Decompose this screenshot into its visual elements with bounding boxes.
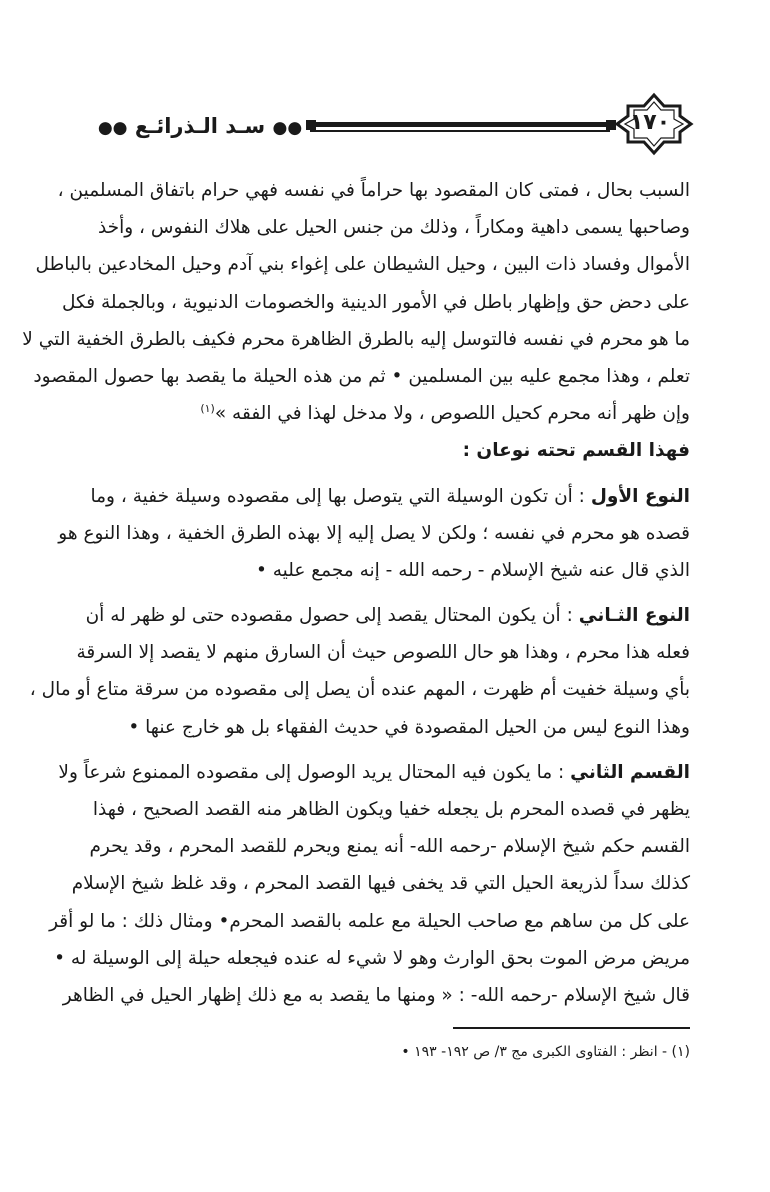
- text-line: وهذا النوع ليس من الحيل المقصودة في حديث الفقهاء بل هو خارج عنها •: [128, 716, 690, 738]
- text-line: ما هو محرم في نفسه فالتوسل إليه بالطرق الظاهرة محرم فكيف بالطرق الخفية التي لا: [22, 328, 690, 350]
- running-title-text: سـد الـذرائـع: [134, 114, 266, 138]
- text-line: على كل من ساهم مع صاحب الحيلة مع علمه بالقصد المحرم• ومثال ذلك : ما لو أقر: [49, 910, 690, 932]
- paragraph-type-two: [29, 597, 690, 746]
- section-heading: فهذا القسم تحته نوعان :: [462, 440, 690, 462]
- text-line: الذي قال عنه شيخ الإسلام - رحمه الله - إنه مجمع عليه •: [255, 559, 690, 581]
- page-number: ١٧٠: [629, 110, 671, 135]
- title-dots-left: ●●: [97, 118, 128, 138]
- footnote: (١) - انظر : الفتاوى الكبرى مج ٣/ ص ١٩٢- ١٩٣ •: [401, 1044, 690, 1060]
- footnote-reference[interactable]: (١): [200, 401, 215, 415]
- title-dots-right: ●●: [272, 118, 303, 138]
- text-line: على دحض حق وإظهار باطل في الأمور الدينية والخصومات الدنيوية ، وبالجملة فكل: [62, 291, 690, 313]
- term-label: النوع الأول: [590, 485, 690, 507]
- body-text: [22, 172, 690, 1014]
- text-line: وصاحبها يسمى داهية ومكاراً ، وذلك من جنس الحيل على هلاك النفوس ، وأخذ: [97, 217, 690, 239]
- header-rule-thin: [310, 130, 610, 132]
- text-line-content: : أن يكون المحتال يقصد إلى حصول مقصوده حتى لو ظهر له أن: [85, 605, 573, 627]
- text-line: مريض مرض الموت بحق الوارث وهو لا شيء له عنده فيجعله حيلة إلى الوسيلة له •: [54, 947, 690, 969]
- paragraph-type-one: [58, 478, 690, 590]
- text-line-content: وإن ظهر أنه محرم كحيل اللصوص ، ولا مدخل لهذا في الفقه »: [214, 403, 690, 425]
- text-line: قصده هو محرم في نفسه ؛ ولكن لا يصل إليه إلا بهذه الطرق الخفية ، وهذا النوع هو: [58, 522, 690, 544]
- text-line: يظهر في قصده المحرم بل يجعله خفيا ويكون الظاهر منه القصد الصحيح ، فهذا: [92, 799, 690, 820]
- text-line: القسم حكم شيخ الإسلام -رحمه الله- أنه يمنع ويحرم للقصد المحرم ، وقد يحرم: [89, 836, 690, 858]
- term-label: النوع الثـاني: [578, 605, 690, 627]
- text-line: [98, 395, 690, 432]
- text-line: قال شيخ الإسلام -رحمه الله- : « ومنها ما يقصد به مع ذلك إظهار الحيل في الظاهر: [62, 984, 690, 1006]
- rule-square-left: [306, 120, 316, 130]
- page-header: [95, 92, 690, 162]
- text-line: بأي وسيلة خفيت أم ظهرت ، المهم عنده أن يصل إلى مقصوده من سرقة متاع أو مال ،: [29, 679, 690, 701]
- text-line-content: : ما يكون فيه المحتال يريد الوصول إلى مقصوده الممنوع شرعاً ولا: [58, 761, 565, 783]
- text-line: [90, 478, 690, 515]
- running-title: [95, 109, 305, 143]
- text-line: السبب بحال ، فمتى كان المقصود بها حراماً في نفسه فهي حرام باتفاق المسلمين ،: [57, 180, 690, 201]
- text-line: [58, 754, 690, 791]
- header-rule-thick: [310, 122, 610, 127]
- paragraph-second-section: [49, 754, 690, 1014]
- text-line: كذلك سداً لذريعة الحيل التي قد يخفى فيها القصد المحرم ، وقد غلظ شيخ الإسلام: [71, 873, 690, 895]
- text-line: الأموال وفساد ذات البين ، وحيل الشيطان على إغواء بني آدم وحيل المخادعين بالباطل: [35, 254, 690, 276]
- footnote-separator: [453, 1027, 690, 1029]
- text-line-content: : أن تكون الوسيلة التي يتوصل بها إلى مقصوده وسيلة خفية ، وما: [90, 485, 585, 507]
- text-line: تعلم ، وهذا مجمع عليه بين المسلمين • ثم من هذه الحيلة ما يقصد بها حصول المقصود: [33, 365, 690, 387]
- term-label: القسم الثاني: [570, 761, 690, 783]
- text-line: [85, 597, 690, 634]
- text-line: فعله هذا محرم ، وهذا هو حال اللصوص حيث أن السارق منهم لا يقصد إلا السرقة: [76, 642, 690, 664]
- paragraph-1: [22, 172, 690, 432]
